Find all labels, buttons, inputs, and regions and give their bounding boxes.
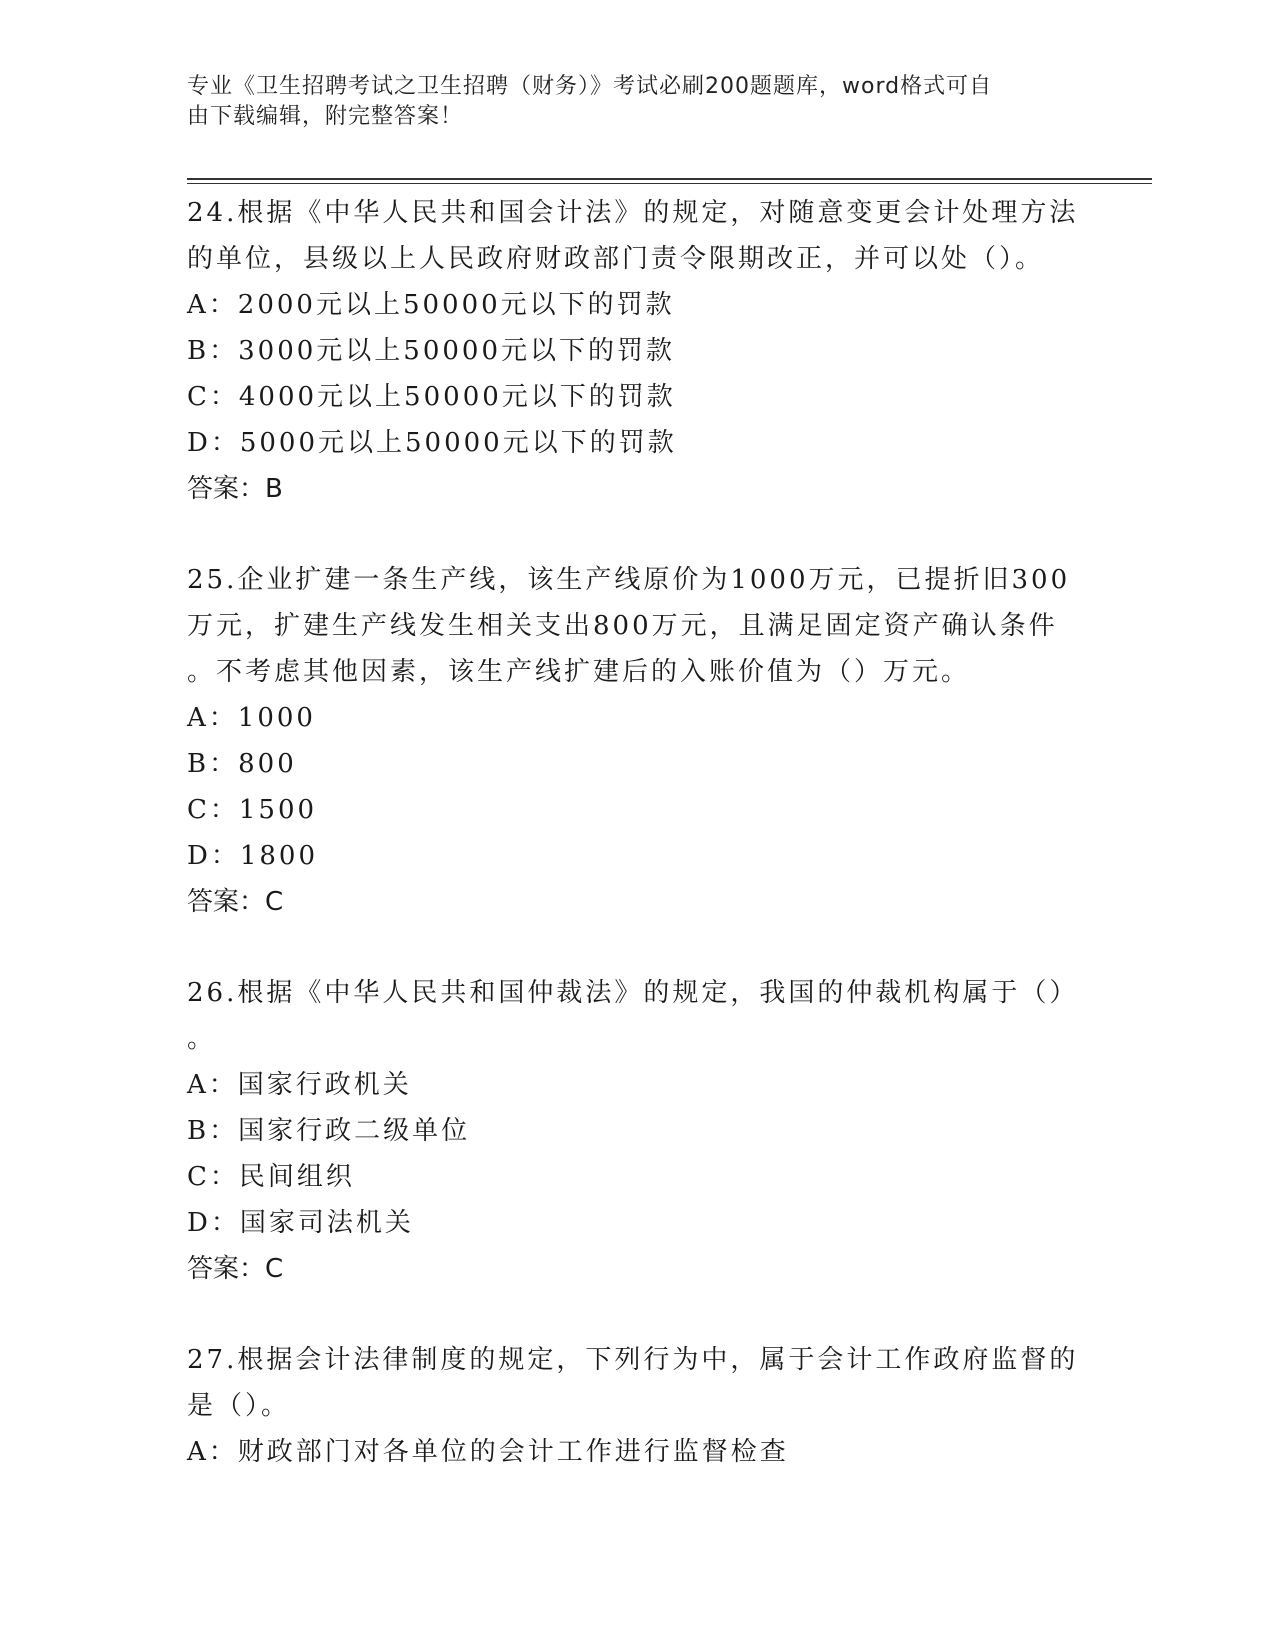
answer-option: A：2000元以上50000元以下的罚款 — [187, 290, 675, 320]
answer-option: C：4000元以上50000元以下的罚款 — [187, 382, 676, 412]
answer-key: 答案：C — [187, 1254, 284, 1284]
question-stem-line: 的单位，县级以上人民政府财政部门责令限期改正，并可以处（）。 — [187, 244, 1045, 274]
answer-option: B：国家行政二级单位 — [187, 1116, 471, 1146]
question-stem-line: 24.根据《中华人民共和国会计法》的规定，对随意变更会计处理方法 — [187, 198, 1079, 228]
answer-option: A：1000 — [187, 703, 316, 733]
question-block — [187, 557, 1087, 925]
answer-option: C：民间组织 — [187, 1162, 355, 1192]
question-stem-line: 25.企业扩建一条生产线，该生产线原价为1000万元，已提折旧300 — [187, 565, 1071, 595]
question-stem-line: 。 — [187, 1024, 217, 1054]
question-list — [187, 190, 1087, 1520]
answer-key: 答案：B — [187, 474, 283, 504]
header-divider-thick — [187, 178, 1152, 180]
question-stem-line: 万元，扩建生产线发生相关支出800万元，且满足固定资产确认条件 — [187, 611, 1058, 641]
document-header — [187, 72, 1087, 132]
answer-option: A：国家行政机关 — [187, 1070, 412, 1100]
question-stem-line: 。不考虑其他因素，该生产线扩建后的入账价值为（）万元。 — [187, 657, 971, 687]
question-block — [187, 970, 1087, 1292]
answer-option: D：国家司法机关 — [187, 1208, 414, 1238]
answer-key: 答案：C — [187, 887, 284, 917]
answer-option: D：1800 — [187, 841, 319, 871]
answer-option: A：财政部门对各单位的会计工作进行监督检查 — [187, 1437, 789, 1467]
answer-option: B：800 — [187, 749, 297, 779]
header-divider-thin — [187, 183, 1152, 184]
answer-option: B：3000元以上50000元以下的罚款 — [187, 336, 675, 366]
question-block — [187, 1337, 1087, 1475]
question-block — [187, 190, 1087, 512]
question-stem-line: 是（）。 — [187, 1391, 291, 1421]
answer-option: D：5000元以上50000元以下的罚款 — [187, 428, 677, 458]
question-stem-line: 26.根据《中华人民共和国仲裁法》的规定，我国的仲裁机构属于（） — [187, 978, 1079, 1008]
header-line-2: 由下载编辑，附完整答案！ — [187, 104, 464, 129]
answer-option: C：1500 — [187, 795, 318, 825]
header-line-1: 专业《卫生招聘考试之卫生招聘（财务）》考试必刷200题题库，word格式可自 — [187, 74, 993, 99]
question-stem-line: 27.根据会计法律制度的规定，下列行为中，属于会计工作政府监督的 — [187, 1345, 1079, 1375]
